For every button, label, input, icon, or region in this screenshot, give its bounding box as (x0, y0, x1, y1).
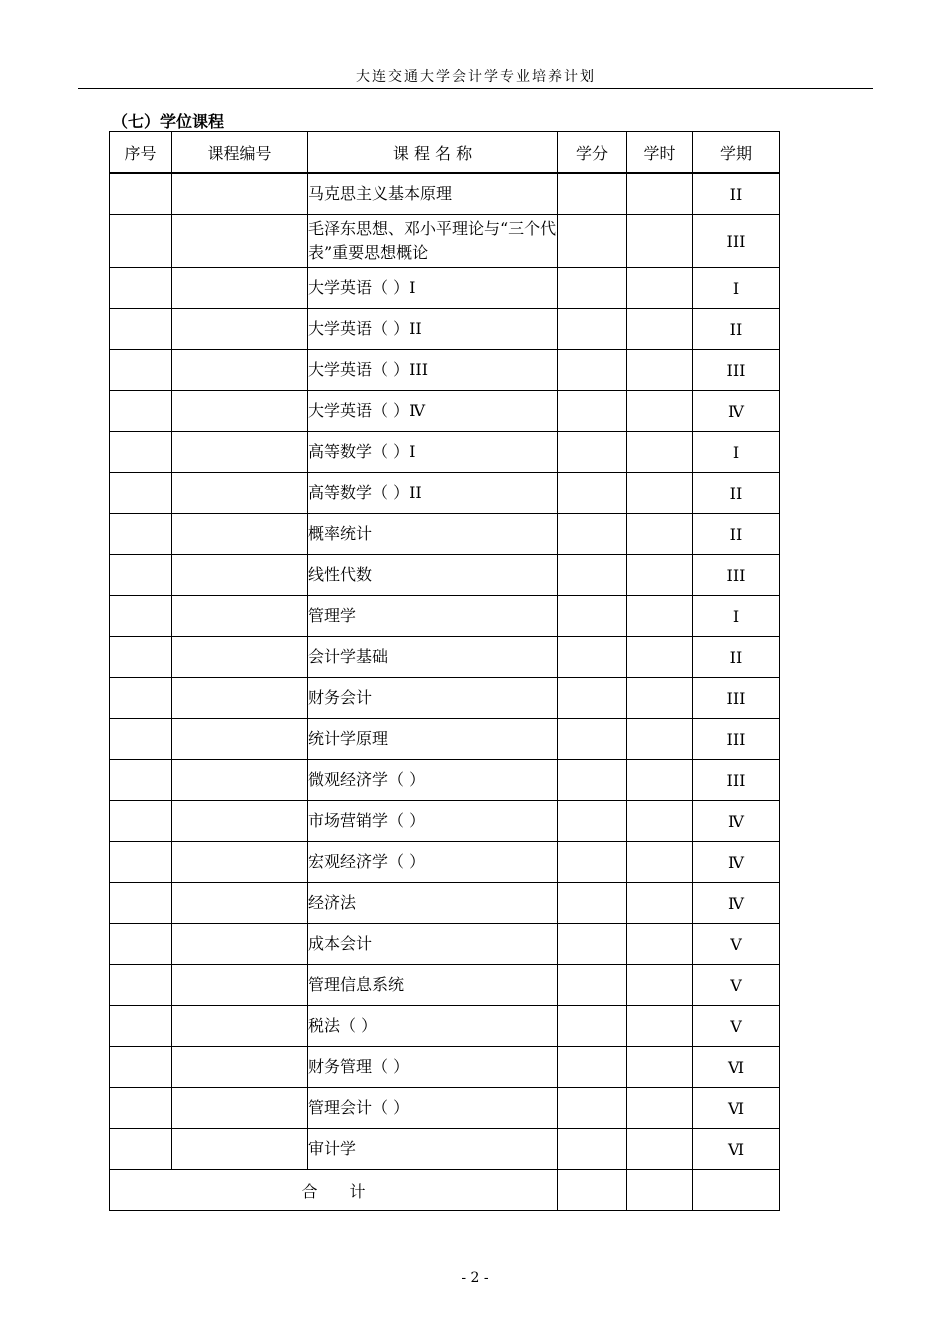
table-row (110, 473, 780, 514)
course-name-cell: 概率统计 (308, 514, 558, 555)
credits-cell (558, 924, 627, 965)
course-code-cell (172, 173, 308, 215)
term-cell: II (693, 173, 780, 215)
course-name-cell: 微观经济学（ ） (308, 760, 558, 801)
term-cell: III (693, 555, 780, 596)
column-header-credits: 学分 (558, 132, 627, 174)
term-cell: II (693, 514, 780, 555)
index-cell (110, 842, 172, 883)
term-cell: II (693, 637, 780, 678)
index-cell (110, 719, 172, 760)
hours-cell (627, 719, 693, 760)
credits-cell (558, 173, 627, 215)
index-cell (110, 965, 172, 1006)
course-name-cell: 统计学原理 (308, 719, 558, 760)
term-cell: II (693, 309, 780, 350)
page-number: - 2 - (461, 1270, 489, 1286)
total-row (110, 1170, 780, 1211)
index-cell (110, 883, 172, 924)
hours-cell (627, 473, 693, 514)
table-row (110, 514, 780, 555)
hours-cell (627, 801, 693, 842)
credits-cell (558, 719, 627, 760)
credits-cell (558, 215, 627, 268)
credits-cell (558, 1006, 627, 1047)
course-name-cell: 审计学 (308, 1129, 558, 1170)
total-term-cell (693, 1170, 780, 1211)
index-cell (110, 309, 172, 350)
index-cell (110, 268, 172, 309)
column-header-name: 课 程 名 称 (308, 132, 558, 174)
course-code-cell (172, 432, 308, 473)
term-cell: III (693, 719, 780, 760)
course-code-cell (172, 678, 308, 719)
credits-cell (558, 965, 627, 1006)
hours-cell (627, 1088, 693, 1129)
hours-cell (627, 1129, 693, 1170)
table-row (110, 1006, 780, 1047)
index-cell (110, 215, 172, 268)
table-row (110, 309, 780, 350)
hours-cell (627, 637, 693, 678)
term-cell: V (693, 924, 780, 965)
table-row (110, 760, 780, 801)
table-row (110, 391, 780, 432)
course-name-cell: 管理信息系统 (308, 965, 558, 1006)
column-header-index: 序号 (110, 132, 172, 174)
course-name-cell: 大学英语（ ）III (308, 350, 558, 391)
course-name-cell: 管理会计（ ） (308, 1088, 558, 1129)
credits-cell (558, 596, 627, 637)
term-cell: III (693, 215, 780, 268)
term-cell: Ⅳ (693, 801, 780, 842)
credits-cell (558, 678, 627, 719)
course-code-cell (172, 391, 308, 432)
column-header-term: 学期 (693, 132, 780, 174)
total-hours-cell (627, 1170, 693, 1211)
credits-cell (558, 760, 627, 801)
term-cell: V (693, 965, 780, 1006)
course-code-cell (172, 842, 308, 883)
credits-cell (558, 842, 627, 883)
section-title: （七）学位课程 (112, 112, 225, 131)
course-code-cell (172, 760, 308, 801)
course-code-cell (172, 1047, 308, 1088)
course-name-cell: 马克思主义基本原理 (308, 173, 558, 215)
credits-cell (558, 1088, 627, 1129)
course-name-cell: 财务管理（ ） (308, 1047, 558, 1088)
term-cell: Ⅵ (693, 1129, 780, 1170)
hours-cell (627, 350, 693, 391)
hours-cell (627, 596, 693, 637)
hours-cell (627, 1047, 693, 1088)
table-row (110, 215, 780, 268)
table-header-row (110, 132, 780, 174)
course-name-cell: 市场营销学（ ） (308, 801, 558, 842)
index-cell (110, 391, 172, 432)
term-cell: Ⅳ (693, 391, 780, 432)
course-code-cell (172, 801, 308, 842)
table-row (110, 432, 780, 473)
total-credits-cell (558, 1170, 627, 1211)
index-cell (110, 596, 172, 637)
total-label: 合 计 (110, 1170, 558, 1211)
index-cell (110, 1006, 172, 1047)
course-name-cell: 会计学基础 (308, 637, 558, 678)
hours-cell (627, 883, 693, 924)
credits-cell (558, 801, 627, 842)
course-name-cell: 管理学 (308, 596, 558, 637)
term-cell: I (693, 432, 780, 473)
course-code-cell (172, 1129, 308, 1170)
hours-cell (627, 924, 693, 965)
course-code-cell (172, 268, 308, 309)
table-row (110, 842, 780, 883)
index-cell (110, 1047, 172, 1088)
course-code-cell (172, 637, 308, 678)
index-cell (110, 555, 172, 596)
table-row (110, 678, 780, 719)
credits-cell (558, 514, 627, 555)
index-cell (110, 173, 172, 215)
course-name-cell: 大学英语（ ）II (308, 309, 558, 350)
table-row (110, 596, 780, 637)
term-cell: I (693, 596, 780, 637)
credits-cell (558, 268, 627, 309)
term-cell: Ⅳ (693, 883, 780, 924)
course-code-cell (172, 1088, 308, 1129)
course-name-cell: 财务会计 (308, 678, 558, 719)
hours-cell (627, 760, 693, 801)
course-name-cell: 大学英语（ ）I (308, 268, 558, 309)
index-cell (110, 801, 172, 842)
index-cell (110, 760, 172, 801)
course-table-body (110, 173, 780, 1170)
table-row (110, 924, 780, 965)
course-code-cell (172, 555, 308, 596)
course-name-cell: 高等数学（ ）I (308, 432, 558, 473)
term-cell: III (693, 350, 780, 391)
course-code-cell (172, 1006, 308, 1047)
hours-cell (627, 678, 693, 719)
hours-cell (627, 432, 693, 473)
hours-cell (627, 215, 693, 268)
table-row (110, 173, 780, 215)
column-header-hours: 学时 (627, 132, 693, 174)
credits-cell (558, 309, 627, 350)
table-row (110, 965, 780, 1006)
table-row (110, 801, 780, 842)
course-code-cell (172, 883, 308, 924)
index-cell (110, 637, 172, 678)
course-name-cell: 毛泽东思想、邓小平理论与“三个代表”重要思想概论 (308, 215, 558, 268)
credits-cell (558, 350, 627, 391)
hours-cell (627, 268, 693, 309)
term-cell: III (693, 678, 780, 719)
index-cell (110, 514, 172, 555)
term-cell: II (693, 473, 780, 514)
credits-cell (558, 883, 627, 924)
course-code-cell (172, 965, 308, 1006)
table-row (110, 1088, 780, 1129)
hours-cell (627, 1006, 693, 1047)
hours-cell (627, 391, 693, 432)
table-row (110, 555, 780, 596)
course-code-cell (172, 924, 308, 965)
table-row (110, 883, 780, 924)
term-cell: Ⅵ (693, 1088, 780, 1129)
course-table (109, 131, 780, 1211)
hours-cell (627, 309, 693, 350)
table-row (110, 637, 780, 678)
course-code-cell (172, 719, 308, 760)
table-row (110, 1047, 780, 1088)
table-row (110, 1129, 780, 1170)
page-header: 大连交通大学会计学专业培养计划 (356, 69, 596, 85)
hours-cell (627, 965, 693, 1006)
index-cell (110, 350, 172, 391)
credits-cell (558, 1129, 627, 1170)
table-row (110, 719, 780, 760)
term-cell: III (693, 760, 780, 801)
term-cell: Ⅵ (693, 1047, 780, 1088)
course-name-cell: 经济法 (308, 883, 558, 924)
hours-cell (627, 842, 693, 883)
credits-cell (558, 555, 627, 596)
course-name-cell: 高等数学（ ）II (308, 473, 558, 514)
course-name-cell: 大学英语（ ）Ⅳ (308, 391, 558, 432)
course-name-cell: 线性代数 (308, 555, 558, 596)
credits-cell (558, 473, 627, 514)
index-cell (110, 678, 172, 719)
course-code-cell (172, 514, 308, 555)
term-cell: V (693, 1006, 780, 1047)
course-code-cell (172, 596, 308, 637)
index-cell (110, 1129, 172, 1170)
index-cell (110, 473, 172, 514)
column-header-code: 课程编号 (172, 132, 308, 174)
credits-cell (558, 432, 627, 473)
course-code-cell (172, 215, 308, 268)
term-cell: Ⅳ (693, 842, 780, 883)
term-cell: I (693, 268, 780, 309)
hours-cell (627, 555, 693, 596)
course-code-cell (172, 350, 308, 391)
hours-cell (627, 173, 693, 215)
course-code-cell (172, 309, 308, 350)
course-code-cell (172, 473, 308, 514)
course-name-cell: 税法（ ） (308, 1006, 558, 1047)
hours-cell (627, 514, 693, 555)
course-name-cell: 宏观经济学（ ） (308, 842, 558, 883)
table-row (110, 350, 780, 391)
index-cell (110, 1088, 172, 1129)
credits-cell (558, 1047, 627, 1088)
index-cell (110, 924, 172, 965)
course-name-cell: 成本会计 (308, 924, 558, 965)
header-rule (78, 88, 873, 89)
index-cell (110, 432, 172, 473)
credits-cell (558, 391, 627, 432)
table-row (110, 268, 780, 309)
credits-cell (558, 637, 627, 678)
